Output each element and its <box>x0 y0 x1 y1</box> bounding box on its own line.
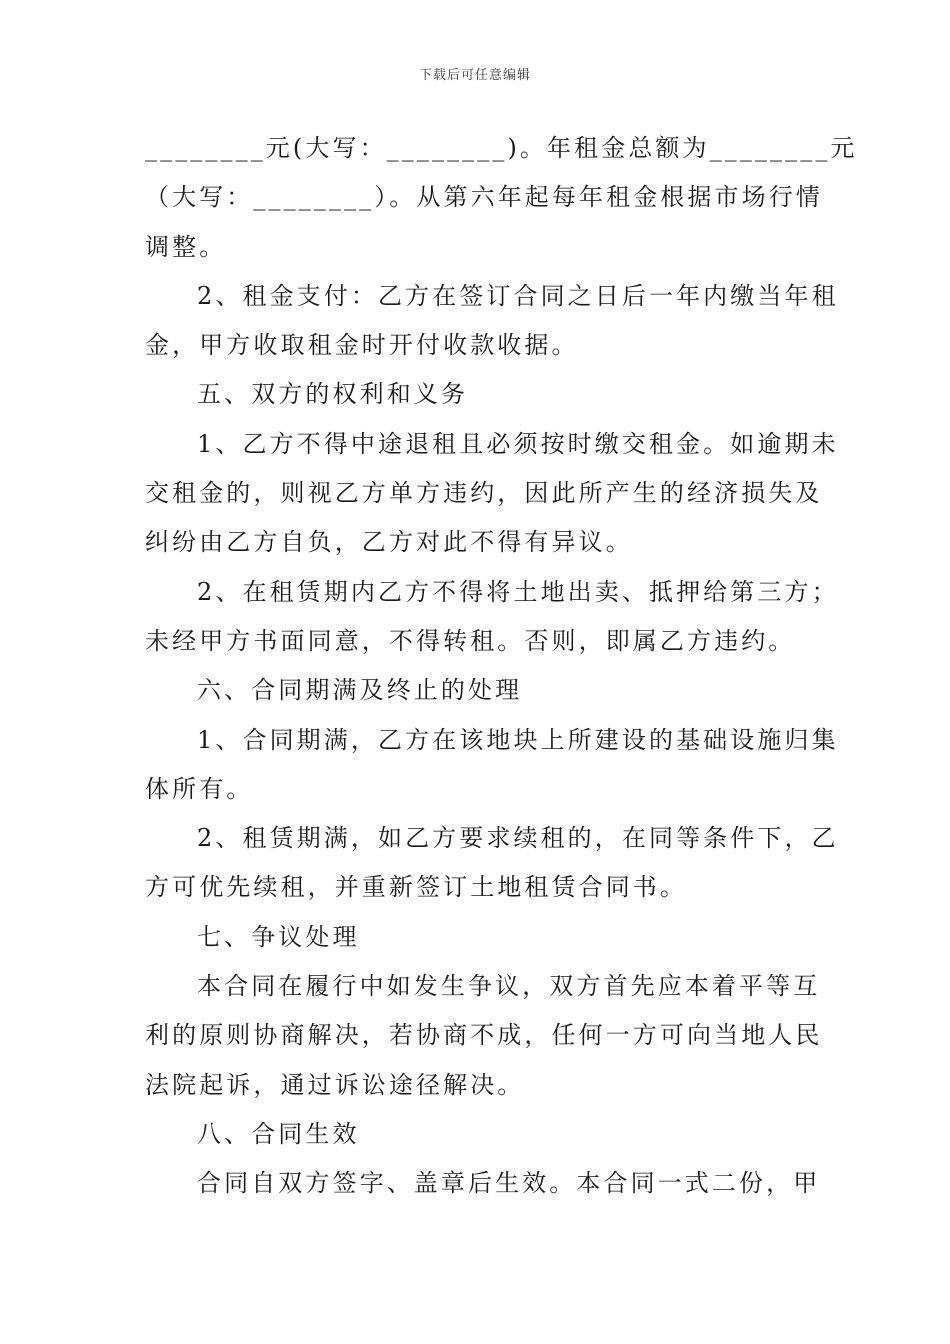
text-line: 2、租赁期满，如乙方要求续租的，在同等条件下，乙 <box>197 824 839 853</box>
text-line: 2、在租赁期内乙方不得将土地出卖、抵押给第三方； <box>197 577 839 606</box>
text-line: 2、租金支付：乙方在签订合同之日后一年内缴当年租 <box>197 281 839 310</box>
text-line: 1、合同期满，乙方在该地块上所建设的基础设施归集 <box>197 725 839 754</box>
text-line: 合同自双方签字、盖章后生效。本合同一式二份，甲 <box>197 1169 821 1198</box>
text-line: 1、乙方不得中途退租且必须按时缴交租金。如逾期未 <box>197 429 839 458</box>
text-line: 体所有。 <box>145 774 254 803</box>
text-line: 纠纷由乙方自负，乙方对此不得有异议。 <box>145 528 633 557</box>
text-line: 利的原则协商解决，若协商不成，任何一方可向当地人民 <box>145 1021 823 1050</box>
text-line: 法院起诉，通过诉讼途径解决。 <box>145 1070 525 1099</box>
text-line: （大写：________）。从第六年起每年租金根据市场行情 <box>145 183 823 212</box>
text-line: 交租金的，则视乙方单方违约，因此所产生的经济损失及 <box>145 479 823 508</box>
section-heading: 八、合同生效 <box>197 1119 360 1148</box>
contract-body <box>145 124 858 1209</box>
page-header: 下载后可任意编辑 <box>418 68 531 83</box>
text-line: 调整。 <box>145 232 227 261</box>
text-line: 本合同在履行中如发生争议，双方首先应本着平等互 <box>197 972 821 1001</box>
text-line: ________元(大写：________)。年租金总额为________元 <box>145 134 858 162</box>
text-line: 方可优先续租，并重新签订土地租赁合同书。 <box>145 873 687 902</box>
text-line: 未经甲方书面同意，不得转租。否则，即属乙方违约。 <box>145 626 796 655</box>
section-heading: 五、双方的权利和义务 <box>197 380 468 409</box>
section-heading: 六、合同期满及终止的处理 <box>197 676 523 705</box>
text-line: 金，甲方收取租金时开付收款收据。 <box>145 331 579 360</box>
section-heading: 七、争议处理 <box>197 922 360 951</box>
